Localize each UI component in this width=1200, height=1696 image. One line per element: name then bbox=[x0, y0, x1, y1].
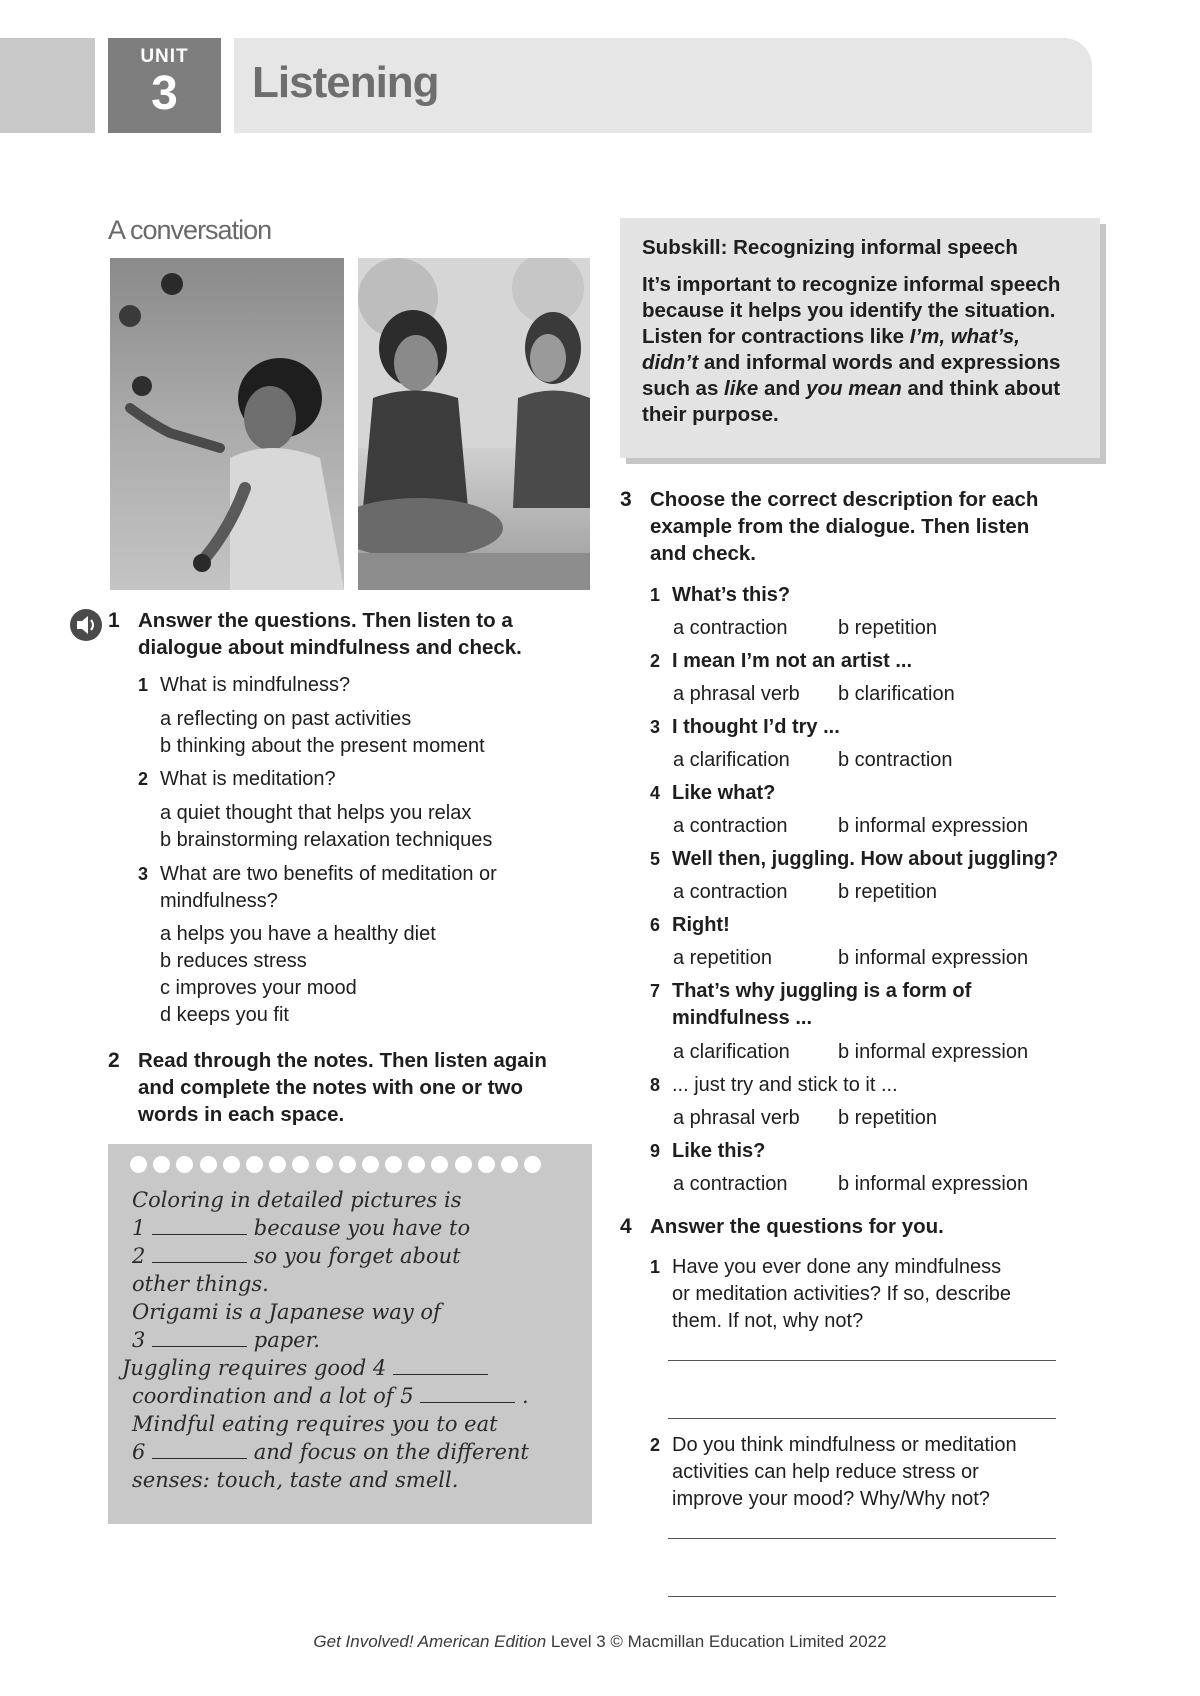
notes-line-3: 2 so you forget about bbox=[132, 1244, 461, 1268]
q3-instruction: Choose the correct description for each example from the dialogue. Then listen and check. bbox=[650, 488, 1039, 565]
q1-item-1: 1 What is mindfulness? bbox=[138, 674, 351, 696]
option-b[interactable]: b clarification bbox=[838, 683, 955, 705]
q3-item-7-options bbox=[673, 1039, 1029, 1066]
q3-item-8: 8 ... just try and stick to it ... bbox=[650, 1074, 898, 1096]
answer-line-2a[interactable] bbox=[668, 1538, 1056, 1539]
q3-item-4: 4 Like what? bbox=[650, 782, 776, 804]
option-a[interactable]: a clarification bbox=[673, 749, 790, 771]
footer-copyright: Get Involved! American Edition Level 3 © Macmillan Education Limited 2022 bbox=[313, 1632, 887, 1651]
notes-dots bbox=[130, 1156, 547, 1178]
notes-line-5: Origami is a Japanese way of bbox=[132, 1300, 441, 1324]
q3-item-2: 2 I mean I’m not an artist ... bbox=[650, 650, 913, 672]
q3-item-3: 3 I thought I’d try ... bbox=[650, 716, 840, 738]
notes-line-9: Mindful eating requires you to eat bbox=[132, 1412, 498, 1436]
notes-line-7: Juggling requires good 4 bbox=[122, 1354, 488, 1382]
option-a[interactable]: a contraction bbox=[673, 1173, 788, 1195]
notes-line-8: coordination and a lot of 5 . bbox=[132, 1384, 529, 1408]
option-b[interactable]: b repetition bbox=[838, 881, 937, 903]
q1-item-2-option-a[interactable]: a quiet thought that helps you relax bbox=[160, 802, 472, 824]
q1-item-1-option-b[interactable]: b thinking about the present moment bbox=[160, 735, 485, 757]
option-a[interactable]: a contraction bbox=[673, 617, 788, 639]
q1-item-3: 3 What are two benefits of meditation or mindfulness? bbox=[138, 863, 497, 912]
q3-item-6-options bbox=[673, 945, 1029, 972]
option-a[interactable]: a clarification bbox=[673, 1041, 790, 1063]
notes-line-1: Coloring in detailed pictures is bbox=[132, 1188, 462, 1212]
q1-item-3-option-d[interactable]: d keeps you fit bbox=[160, 1004, 289, 1026]
notes-line-11: senses: touch, taste and smell. bbox=[132, 1468, 459, 1492]
meditation-photo bbox=[358, 258, 590, 590]
option-b[interactable]: b informal expression bbox=[838, 1173, 1029, 1195]
option-a[interactable]: a contraction bbox=[673, 815, 788, 837]
q3-item-8-options bbox=[673, 1105, 937, 1132]
subskill-box bbox=[620, 218, 1100, 458]
q3-item-4-options bbox=[673, 813, 1029, 840]
q3-item-3-options bbox=[673, 747, 953, 774]
q1-instruction: Answer the questions. Then listen to a dialogue about mindfulness and check. bbox=[138, 609, 522, 659]
q2-instruction: Read through the notes. Then listen again and complete the notes with one or two words in each space. bbox=[138, 1049, 547, 1126]
q4-instruction: Answer the questions for you. bbox=[650, 1215, 944, 1238]
q3-item-9: 9 Like this? bbox=[650, 1140, 766, 1162]
q3-item-2-options bbox=[673, 681, 955, 708]
q1-item-2-option-b[interactable]: b brainstorming relaxation techniques bbox=[160, 829, 493, 851]
option-a[interactable]: a contraction bbox=[673, 881, 788, 903]
q1-item-3-option-b[interactable]: b reduces stress bbox=[160, 950, 307, 972]
q1-item-1-option-a[interactable]: a reflecting on past activities bbox=[160, 708, 412, 730]
unit-badge bbox=[108, 38, 221, 133]
blank-6[interactable] bbox=[152, 1441, 247, 1459]
blank-4[interactable] bbox=[393, 1357, 488, 1375]
subskill-title: Subskill: Recognizing informal speech bbox=[642, 236, 1018, 259]
notes-line-2: 1 because you have to bbox=[132, 1216, 471, 1240]
q1-item-3-option-c[interactable]: c improves your mood bbox=[160, 977, 357, 999]
q3-item-9-options bbox=[673, 1171, 1029, 1198]
blank-5[interactable] bbox=[420, 1385, 515, 1403]
q2-number: 2 bbox=[108, 1049, 120, 1072]
option-b[interactable]: b repetition bbox=[838, 1107, 937, 1129]
blank-1[interactable] bbox=[152, 1217, 247, 1235]
answer-line-1b[interactable] bbox=[668, 1418, 1056, 1419]
q4-item-1: 1 Have you ever done any mindfulness or meditation activities? If so, describe them. If not, why not? bbox=[650, 1256, 1012, 1332]
blank-3[interactable] bbox=[152, 1329, 247, 1347]
q1-item-3-option-a[interactable]: a helps you have a healthy diet bbox=[160, 923, 436, 945]
q3-item-5: 5 Well then, juggling. How about juggling? bbox=[650, 848, 1059, 870]
unit-number: 3 bbox=[151, 67, 178, 120]
unit-label: UNIT bbox=[140, 46, 189, 67]
option-a[interactable]: a repetition bbox=[673, 947, 772, 969]
option-a[interactable]: a phrasal verb bbox=[673, 1107, 800, 1129]
page-title: Listening bbox=[252, 58, 439, 107]
option-b[interactable]: b informal expression bbox=[838, 947, 1029, 969]
q3-item-1-options bbox=[673, 615, 937, 642]
notes-box bbox=[108, 1144, 592, 1524]
option-b[interactable]: b informal expression bbox=[838, 1041, 1029, 1063]
q4-item-2: 2 Do you think mindfulness or meditation activities can help reduce stress or improve your mood? Why/Why not? bbox=[650, 1434, 1017, 1510]
audio-icon[interactable] bbox=[70, 609, 102, 641]
answer-line-1a[interactable] bbox=[668, 1360, 1056, 1361]
section-title: A conversation bbox=[108, 215, 272, 245]
blank-2[interactable] bbox=[152, 1245, 247, 1263]
option-b[interactable]: b informal expression bbox=[838, 815, 1029, 837]
subskill-text: It’s important to recognize informal speech because it helps you identify the situation. Listen for contractions like I’m, what’s, didn’t and informal words and expressions such as like and you mean and think about their purpose. bbox=[642, 273, 1061, 426]
q3-number: 3 bbox=[620, 488, 632, 511]
option-b[interactable]: b contraction bbox=[838, 749, 953, 771]
option-a[interactable]: a phrasal verb bbox=[673, 683, 800, 705]
header-left-tab bbox=[0, 38, 95, 133]
notes-line-10: 6 and focus on the different bbox=[132, 1440, 529, 1464]
option-b[interactable]: b repetition bbox=[838, 617, 937, 639]
q4-number: 4 bbox=[620, 1215, 632, 1238]
answer-line-2b[interactable] bbox=[668, 1596, 1056, 1597]
notes-line-4: other things. bbox=[132, 1272, 269, 1296]
q1-item-2: 2 What is meditation? bbox=[138, 768, 336, 790]
q3-item-5-options bbox=[673, 879, 937, 906]
juggling-photo bbox=[110, 258, 344, 590]
q1-number: 1 bbox=[108, 609, 120, 632]
q3-item-1: 1 What’s this? bbox=[650, 584, 791, 606]
notes-line-6: 3 paper. bbox=[132, 1328, 320, 1352]
q3-item-7: 7 That’s why juggling is a form of mindfulness ... bbox=[650, 980, 972, 1029]
q3-item-6: 6 Right! bbox=[650, 914, 730, 936]
